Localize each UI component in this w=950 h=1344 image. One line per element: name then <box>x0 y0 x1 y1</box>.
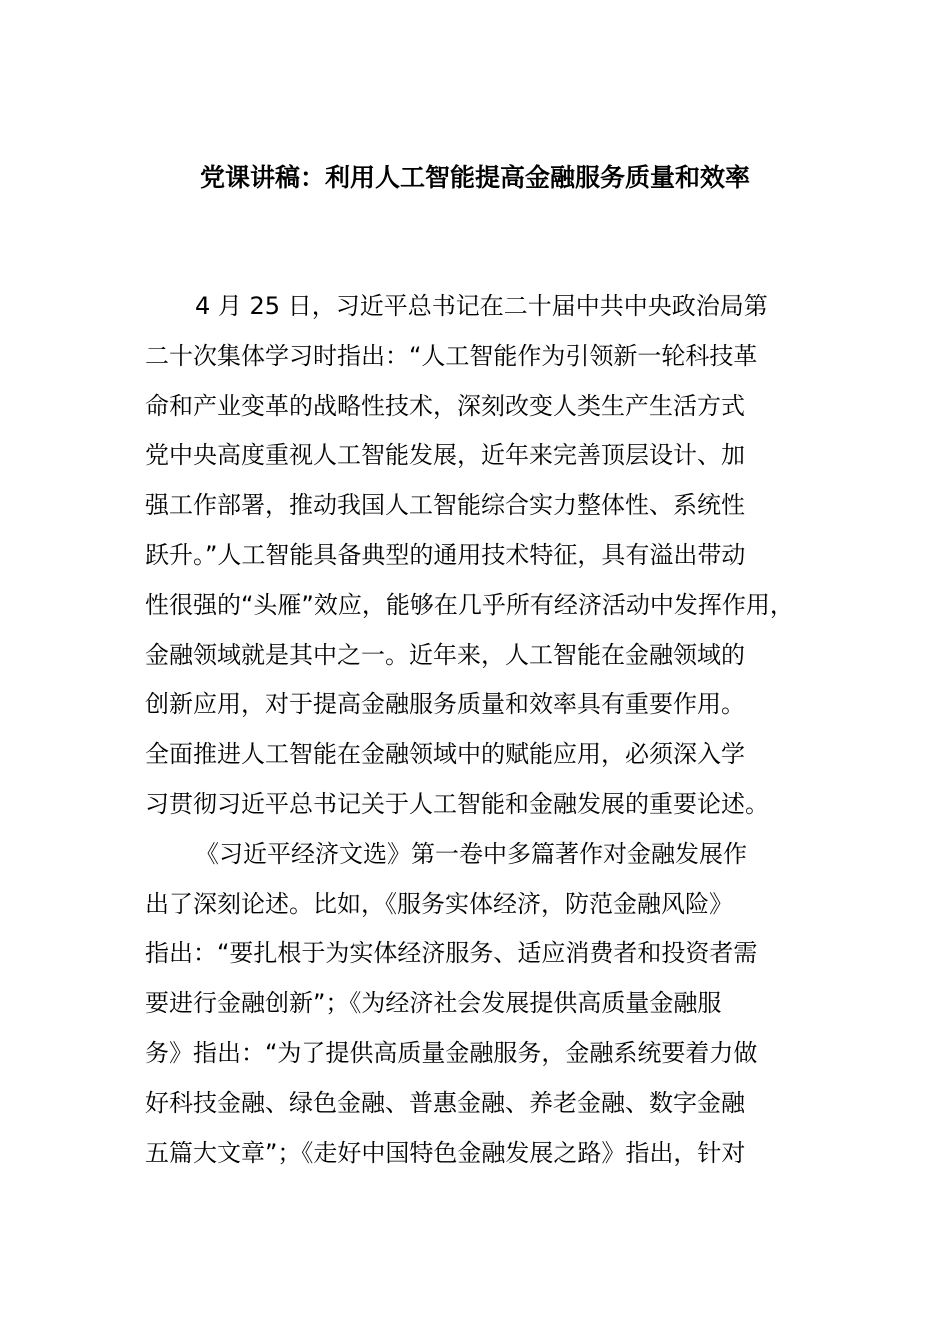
paragraph-2-line-5: 务》指出：“为了提供高质量金融服务，金融系统要着力做 <box>145 1038 758 1067</box>
paragraph-1-line-4: 党中央高度重视人工智能发展，近年来完善顶层设计、加 <box>145 441 745 470</box>
paragraph-1-line-10: 全面推进人工智能在金融领域中的赋能应用，必须深入学 <box>145 740 745 769</box>
paragraph-2-line-1: 《习近平经济文选》第一卷中多篇著作对金融发展作 <box>195 839 747 868</box>
document-body <box>145 282 835 1178</box>
paragraph-2-line-6: 好科技金融、绿色金融、普惠金融、养老金融、数字金融 <box>145 1088 745 1117</box>
paragraph-1-line-5: 强工作部署，推动我国人工智能综合实力整体性、系统性 <box>145 491 745 520</box>
paragraph-2-line-4: 要进行金融创新”；《为经济社会发展提供高质量金融服 <box>145 989 722 1018</box>
paragraph-1-line-9: 创新应用，对于提高金融服务质量和效率具有重要作用。 <box>145 690 745 719</box>
paragraph-2-line-2: 出了深刻论述。比如，《服务实体经济，防范金融风险》 <box>145 889 733 918</box>
paragraph-1-line-7: 性很强的“头雁”效应，能够在几乎所有经济活动中发挥作用， <box>145 590 794 619</box>
paragraph-2-line-3: 指出：“要扎根于为实体经济服务、适应消费者和投资者需 <box>145 939 758 968</box>
document-title: 党课讲稿：利用人工智能提高金融服务质量和效率 <box>199 163 750 192</box>
paragraph-1-line-8: 金融领域就是其中之一。近年来，人工智能在金融领域的 <box>145 640 745 669</box>
paragraph-1-line-2: 二十次集体学习时指出：“人工智能作为引领新一轮科技革 <box>145 341 758 370</box>
paragraph-2-line-7: 五篇大文章”；《走好中国特色金融发展之路》指出，针对 <box>145 1138 746 1167</box>
paragraph-1-line-6: 跃升。”人工智能具备典型的通用技术特征，具有溢出带动 <box>145 540 746 569</box>
paragraph-1-line-3: 命和产业变革的战略性技术，深刻改变人类生产生活方式 <box>145 391 745 420</box>
paragraph-1-line-11: 习贯彻习近平总书记关于人工智能和金融发展的重要论述。 <box>145 789 769 818</box>
paragraph-1-line-1: 4 月 25 日，习近平总书记在二十届中共中央政治局第 <box>195 292 768 320</box>
